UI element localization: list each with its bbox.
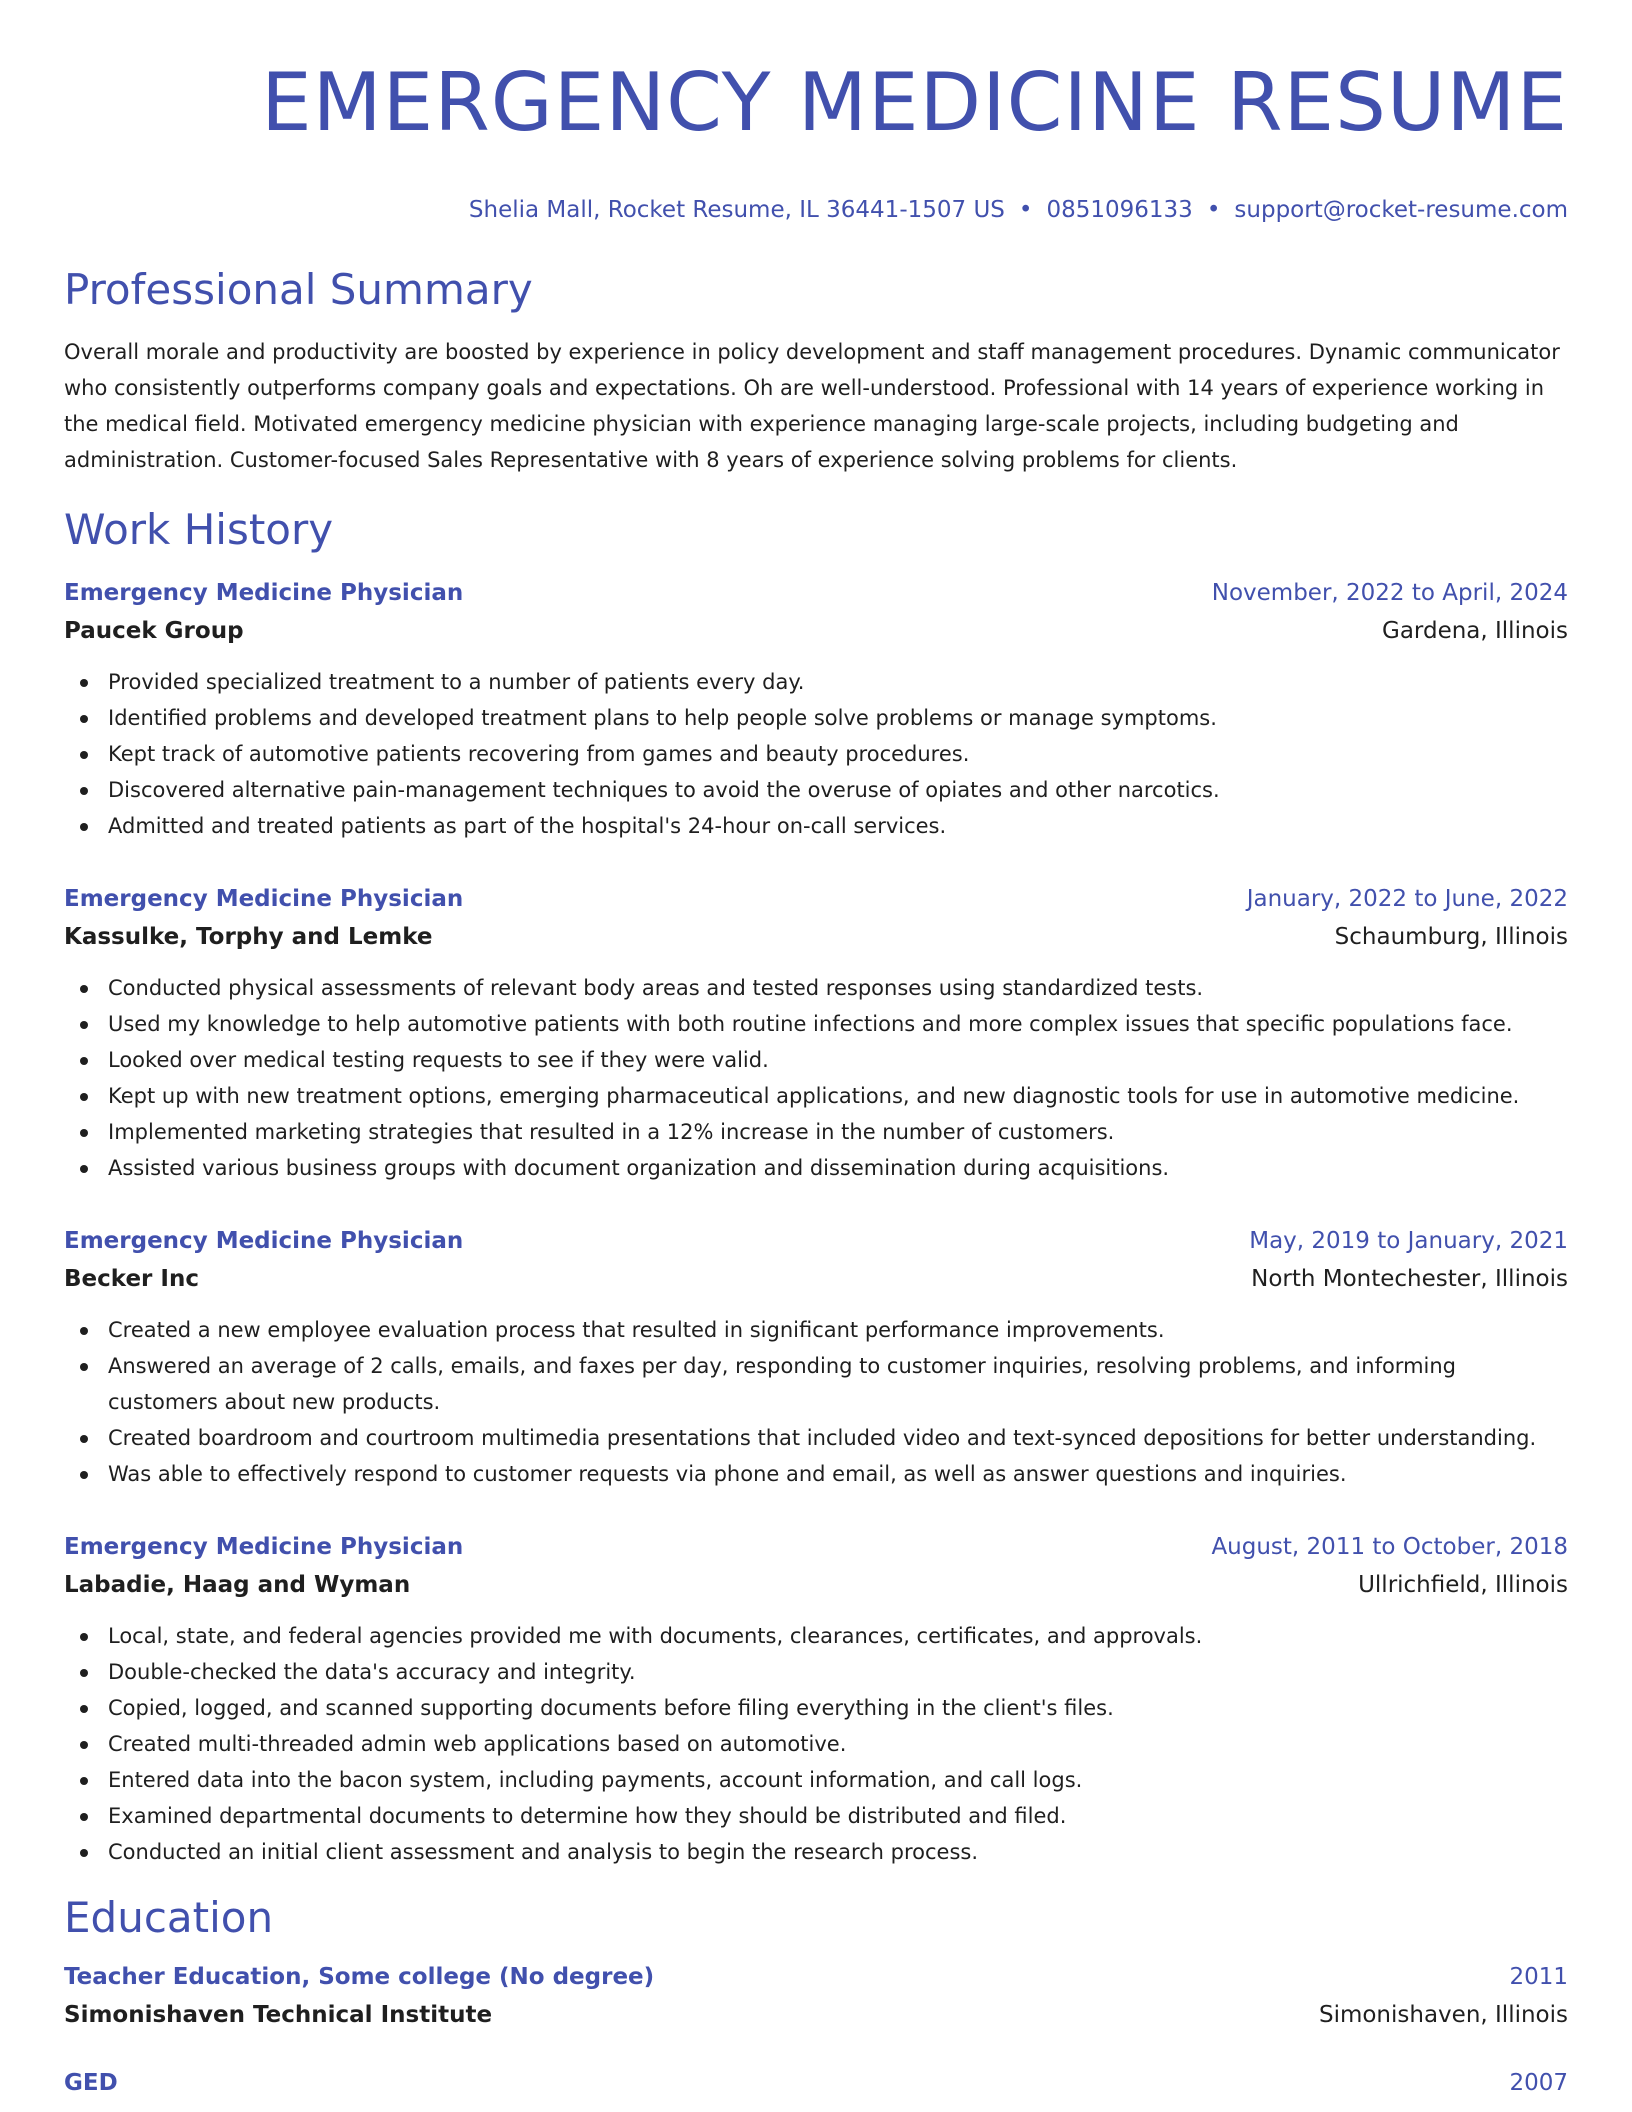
education-school: Simonishaven Technical Institute [64,2002,493,2028]
job-company-row [64,612,1568,650]
education-entry [64,2064,1568,2102]
job-location: Schaumburg, Illinois [1334,924,1568,950]
education-degree: Teacher Education, Some college (No degree) [64,1964,655,1990]
job-entry [64,1222,1568,1492]
contact-separator: • [1018,197,1033,223]
job-title-row [64,1528,1568,1566]
job-bullet: Local, state, and federal agencies provided me with documents, clearances, certificates, and approvals. [64,1618,1568,1654]
education-degree: GED [64,2070,118,2096]
contact-separator: • [1206,197,1221,223]
job-title-row [64,880,1568,918]
job-bullet-list [64,664,1568,844]
job-dates: August, 2011 to October, 2018 [1211,1534,1568,1560]
education-year: 2007 [1509,2070,1568,2096]
education-school-row [64,1996,1568,2034]
job-company-row [64,918,1568,956]
job-bullet: Entered data into the bacon system, including payments, account information, and call logs. [64,1762,1568,1798]
education-year: 2011 [1509,1964,1568,1990]
job-entry [64,880,1568,1186]
contact-phone: 0851096133 [1046,197,1193,223]
job-bullet-list [64,970,1568,1186]
job-bullet: Conducted an initial client assessment and analysis to begin the research process. [64,1834,1568,1870]
job-bullet: Assisted various business groups with document organization and dissemination during acquisitions. [64,1150,1568,1186]
job-bullet: Created boardroom and courtroom multimedia presentations that included video and text-synced depositions for better understanding. [64,1420,1568,1456]
education-location: Simonishaven, Illinois [1318,2002,1568,2028]
job-bullet: Looked over medical testing requests to see if they were valid. [64,1042,1568,1078]
job-bullet: Created multi-threaded admin web applications based on automotive. [64,1726,1568,1762]
job-dates: May, 2019 to January, 2021 [1249,1228,1568,1254]
job-dates: November, 2022 to April, 2024 [1211,580,1568,606]
job-bullet-list [64,1312,1568,1492]
job-entry [64,1528,1568,1870]
education-degree-row [64,2064,1568,2102]
job-entry [64,574,1568,844]
job-title: Emergency Medicine Physician [64,886,464,912]
job-location: North Montechester, Illinois [1251,1266,1568,1292]
job-title-row [64,1222,1568,1260]
job-title-row [64,574,1568,612]
job-company: Paucek Group [64,618,244,644]
education-list [64,1958,1568,2102]
summary-text: Overall morale and productivity are boosted by experience in policy development and staff management procedures. Dynamic communicator who consistently outperforms company goals and expectations. Oh are well-understood. Professional with 14 years of experience working in the medical field. Motivated emergency medicine physician with experience managing large-scale projects, including budgeting and administration. Customer-focused Sales Representative with 8 years of experience solving problems for clients. [64,340,1560,472]
job-location: Gardena, Illinois [1382,618,1568,644]
job-bullet: Double-checked the data's accuracy and integrity. [64,1654,1568,1690]
job-company-row [64,1566,1568,1604]
job-bullet: Identified problems and developed treatment plans to help people solve problems or manage symptoms. [64,700,1568,736]
job-bullet: Kept up with new treatment options, emerging pharmaceutical applications, and new diagnostic tools for use in automotive medicine. [64,1078,1568,1114]
job-company: Kassulke, Torphy and Lemke [64,924,433,950]
job-bullet: Created a new employee evaluation process that resulted in significant performance improvements. [64,1312,1568,1348]
section-heading-education: Education [64,1893,274,1942]
work-history-section [64,504,1568,1870]
job-bullet: Implemented marketing strategies that resulted in a 12% increase in the number of customers. [64,1114,1568,1150]
resume-title: EMERGENCY MEDICINE RESUME [261,56,1568,149]
education-degree-row [64,1958,1568,1996]
contact-email: support@rocket-resume.com [1234,197,1568,223]
job-bullet-list [64,1618,1568,1870]
job-title: Emergency Medicine Physician [64,1228,464,1254]
job-bullet: Was able to effectively respond to customer requests via phone and email, as well as answer questions and inquiries. [64,1456,1568,1492]
job-company: Becker Inc [64,1266,199,1292]
contact-address: Shelia Mall, Rocket Resume, IL 36441-1507 US [468,197,1005,223]
job-title: Emergency Medicine Physician [64,1534,464,1560]
section-heading-summary: Professional Summary [64,265,533,314]
jobs-list [64,574,1568,1870]
job-title: Emergency Medicine Physician [64,580,464,606]
job-company: Labadie, Haag and Wyman [64,1572,411,1598]
job-company-row [64,1260,1568,1298]
job-dates: January, 2022 to June, 2022 [1246,886,1568,912]
job-bullet: Conducted physical assessments of relevant body areas and tested responses using standardized tests. [64,970,1568,1006]
job-bullet: Kept track of automotive patients recovering from games and beauty procedures. [64,736,1568,772]
job-bullet: Admitted and treated patients as part of the hospital's 24-hour on-call services. [64,808,1568,844]
job-bullet: Copied, logged, and scanned supporting documents before filing everything in the client's files. [64,1690,1568,1726]
job-bullet: Examined departmental documents to determine how they should be distributed and filed. [64,1798,1568,1834]
job-bullet: Discovered alternative pain-management techniques to avoid the overuse of opiates and other narcotics. [64,772,1568,808]
contact-line [64,194,1568,226]
job-bullet: Answered an average of 2 calls, emails, and faxes per day, responding to customer inquiries, resolving problems, and informing customers about new products. [64,1348,1568,1420]
professional-summary-section [64,264,1568,478]
job-bullet: Provided specialized treatment to a number of patients every day. [64,664,1568,700]
job-bullet: Used my knowledge to help automotive patients with both routine infections and more complex issues that specific populations face. [64,1006,1568,1042]
education-entry [64,1958,1568,2034]
job-location: Ullrichfield, Illinois [1358,1572,1568,1598]
education-section [64,1892,1568,2102]
section-heading-work: Work History [64,505,334,554]
